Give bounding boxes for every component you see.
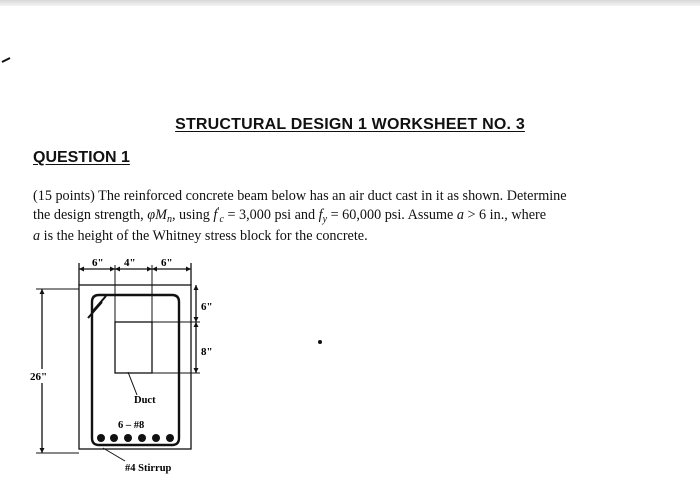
phi-mn-subscript: n	[166, 214, 172, 225]
stirrup-leader	[103, 448, 125, 461]
fy-symbol: f	[318, 207, 323, 223]
phi-mn-symbol: φM	[147, 207, 167, 223]
stirrup-label: #4 Stirrup	[125, 463, 172, 474]
problem-line-1-text: The reinforced concrete beam below has an air duct cast in it as shown. Determine	[98, 188, 567, 204]
air-duct	[115, 322, 152, 373]
dim-top-right-label: 6"	[161, 257, 173, 269]
dim-top-left-label: 6"	[92, 257, 104, 269]
fc-symbol: f	[213, 207, 218, 223]
dim-right-lower-label: 8"	[201, 346, 213, 358]
a-symbol-2: a	[33, 228, 41, 244]
bars-label: 6 – #8	[118, 420, 145, 431]
a-symbol: a	[456, 207, 464, 223]
problem-line-3-text: is the height of the Whitney stress block for the concrete.	[40, 228, 368, 244]
points-label: (15 points)	[33, 188, 95, 204]
fy-subscript: y	[322, 214, 328, 225]
problem-line-2-b: , using	[171, 207, 214, 223]
reinforcing-bars	[97, 434, 174, 442]
scan-mark	[2, 58, 10, 62]
fc-subscript: c	[219, 214, 224, 225]
worksheet-title: STRUCTURAL DESIGN 1 WORKSHEET NO. 3	[175, 116, 525, 133]
duct-leader	[128, 372, 137, 395]
fc-prime: ′	[217, 206, 220, 217]
problem-line-2-a: the design strength,	[33, 207, 148, 223]
stirrup-hook	[88, 296, 106, 318]
dim-height-label: 26"	[30, 371, 48, 383]
problem-line-2-d: = 60,000 psi. Assume	[327, 207, 457, 223]
dim-right-upper-label: 6"	[201, 301, 213, 313]
duct-label: Duct	[134, 395, 156, 406]
problem-line-2-c: = 3,000 psi and	[223, 207, 319, 223]
problem-line-2-e: > 6 in., where	[463, 207, 547, 223]
scan-dot	[318, 340, 322, 344]
question-heading: QUESTION 1	[33, 149, 130, 166]
dim-top-mid-label: 4"	[124, 257, 136, 269]
